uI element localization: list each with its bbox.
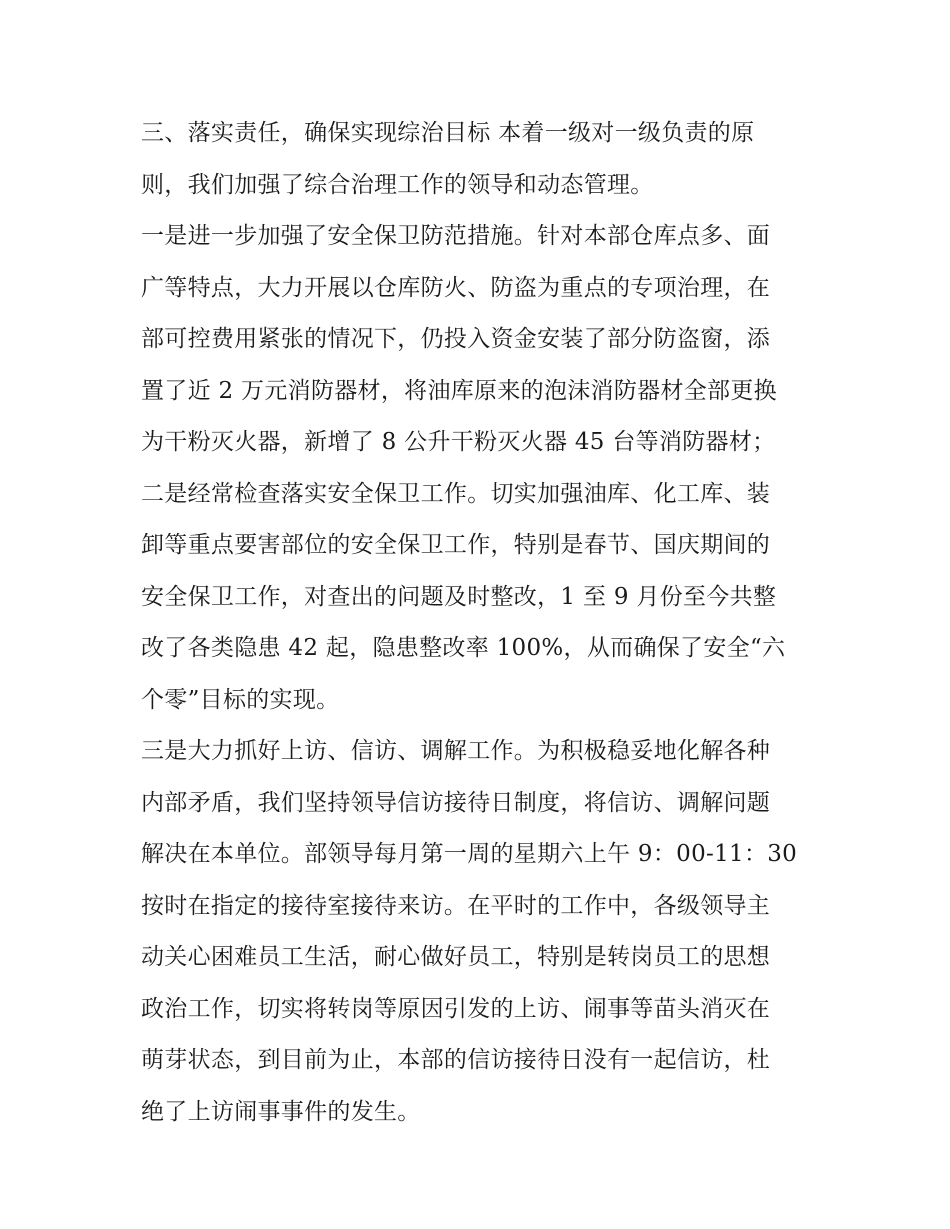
text-line: 个零”目标的实现。 [141,686,340,713]
text-line: 解决在本单位。部领导每月第一周的星期六上午 9：00-11：30 [141,841,798,867]
text-line: 为干粉灭火器，新增了 8 公升干粉灭火器 45 台等消防器材； [141,429,776,455]
text-line: 置了近 2 万元消防器材，将油库原来的泡沫消防器材全部更换 [141,377,777,404]
text-line: 一是进一步加强了安全保卫防范措施。针对本部仓库点多、面 [141,223,771,249]
text-line: 萌芽状态，到目前为止，本部的信访接待日没有一起信访，杜 [141,1047,771,1073]
text-line: 动关心困难员工生活，耐心做好员工，特别是转岗员工的思想 [141,944,771,970]
text-line: 二是经常检查落实安全保卫工作。切实加强油库、化工库、装 [141,480,771,507]
text-line: 卸等重点要害部位的安全保卫工作，特别是春节、国庆期间的 [141,532,771,558]
document-body [141,108,821,1138]
text-line: 则，我们加强了综合治理工作的领导和动态管理。 [141,171,654,198]
text-line: 三是大力抓好上访、信访、调解工作。为积极稳妥地化解各种 [141,738,771,764]
text-line: 内部矛盾，我们坚持领导信访接待日制度，将信访、调解问题 [141,789,771,816]
text-line: 三、落实责任，确保实现综治目标 本着一级对一级负责的原 [141,120,755,146]
text-line: 安全保卫工作，对查出的问题及时整改，1 至 9 月份至今共整 [141,583,777,610]
text-line: 改了各类隐患 42 起，隐患整改率 100%，从而确保了安全“六 [141,635,786,661]
text-line: 部可控费用紧张的情况下，仍投入资金安装了部分防盗窗，添 [141,326,771,352]
text-line: 绝了上访闹事事件的发生。 [141,1098,421,1125]
text-line: 政治工作，切实将转岗等原因引发的上访、闹事等苗头消灭在 [141,995,771,1022]
text-line: 按时在指定的接待室接待来访。在平时的工作中，各级领导主 [141,892,771,919]
text-line: 广等特点，大力开展以仓库防火、防盗为重点的专项治理，在 [141,274,771,301]
